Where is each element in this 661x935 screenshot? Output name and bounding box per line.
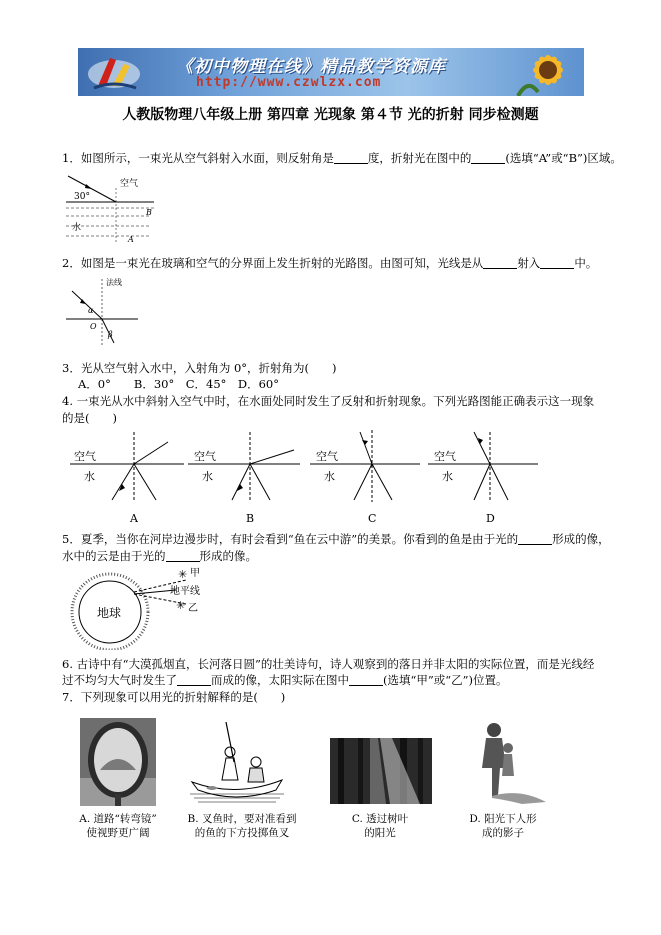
svg-text:C: C (368, 512, 377, 525)
q4-option-a-diagram (70, 432, 184, 525)
answer-blank (471, 151, 505, 164)
question-4-line-1: 4. 一束光从水中斜射入空气中时，在水面处同时发生了反射和折射现象。下列光路图能正确表示这一现象 (62, 394, 595, 408)
document-title: 人教版物理八年级上册 第四章 光现象 第４节 光的折射 同步检测题 (122, 107, 539, 123)
option-a-caption: A. 道路“转弯镜” 使视野更广阔 (79, 813, 157, 839)
banner-title: 《初中物理在线》精品教学资源库 (176, 57, 446, 77)
q4-diagrams (64, 428, 544, 528)
question-5-line-2: 水中的云是由于光的 形成的像。 (62, 549, 257, 563)
question-7: 7．下列现象可以用光的折射解释的是( ) (62, 690, 286, 704)
answer-blank (166, 549, 200, 562)
svg-text:空气: 空气 (120, 179, 139, 189)
question-2: 2．如图是一束光在玻璃和空气的分界面上发生折射的光路图。由图可知，光线是从 射入 中。 (62, 256, 598, 270)
svg-text:乙: 乙 (188, 603, 198, 614)
sunlight-through-trees-image (330, 738, 432, 804)
svg-text:地平线: 地平线 (170, 586, 200, 597)
question-4-line-2: 的是( ) (62, 411, 117, 425)
svg-text:B: B (246, 512, 255, 525)
svg-text:D: D (486, 512, 495, 525)
logo-icon (84, 52, 144, 92)
svg-text:水: 水 (202, 470, 213, 483)
svg-text:B: B (146, 208, 152, 217)
question-1: 1．如图所示，一束光从空气斜射入水面，则反射角是 度，折射光在图中的 (选填“A”或“B”)区域。 (62, 151, 622, 165)
svg-text:地球: 地球 (97, 606, 122, 620)
option-c-caption: C. 透过树叶 的阳光 (351, 813, 409, 839)
sunflower-icon (508, 48, 584, 96)
q4-option-c-diagram (310, 430, 420, 525)
star-icon: ✳ (178, 568, 188, 581)
question-6-line-1: 6. 古诗中有“大漠孤烟直，长河落日圆”的壮美诗句，诗人观察到的落日并非太阳的实际位置，而是光线经 (62, 657, 595, 671)
answer-blank (540, 256, 574, 269)
svg-text:空气: 空气 (74, 450, 96, 463)
answer-blank (177, 673, 211, 686)
header-banner (78, 48, 584, 96)
answer-blank (483, 256, 517, 269)
q4-option-d-diagram (428, 432, 538, 525)
svg-text:空气: 空气 (194, 450, 216, 463)
answer-blank (349, 673, 383, 686)
spear-fishing-image (186, 718, 286, 804)
question-5-line-1: 5．夏季，当你在河岸边漫步时，有时会看到“鱼在云中游”的美景。你看到的鱼是由于光的 形成的像， (62, 532, 610, 546)
option-d-caption: D. 阳光下人形 成的影子 (469, 813, 537, 839)
star-icon: ✳ (176, 599, 186, 612)
option-b-caption: B. 叉鱼时，要对准看到 的鱼的下方投掷鱼叉 (187, 813, 297, 839)
svg-text:水: 水 (72, 223, 82, 233)
answer-blank (334, 151, 368, 164)
svg-text:空气: 空气 (316, 450, 338, 463)
svg-text:空气: 空气 (434, 450, 456, 463)
svg-text:A: A (130, 512, 138, 525)
q2-diagram (62, 275, 142, 347)
svg-text:水: 水 (442, 470, 453, 483)
svg-text:α: α (88, 306, 94, 315)
q5-earth-diagram (66, 564, 226, 650)
svg-text:法线: 法线 (106, 278, 122, 287)
svg-text:A: A (128, 235, 134, 244)
svg-text:O: O (90, 322, 97, 331)
svg-text:水: 水 (324, 470, 335, 483)
svg-text:甲: 甲 (190, 568, 200, 579)
banner-url: http://www.czwlzx.com (196, 75, 382, 90)
shadow-image (462, 718, 548, 806)
question-6-line-2: 过不均匀大气时发生了 而成的像，太阳实际在图中 (选填“甲”或“乙”)位置。 (62, 673, 508, 687)
svg-text:30°: 30° (74, 192, 90, 202)
convex-mirror-image (80, 718, 156, 806)
svg-text:β: β (108, 330, 113, 339)
svg-text:水: 水 (84, 470, 95, 483)
q1-diagram (58, 168, 158, 248)
question-3: 3．光从空气射入水中，入射角为 0°，折射角为( ) (62, 361, 337, 375)
answer-blank (518, 532, 552, 545)
question-3-options: A．0° B．30° C．45° D．60° (78, 377, 279, 391)
q4-option-b-diagram (188, 432, 300, 525)
